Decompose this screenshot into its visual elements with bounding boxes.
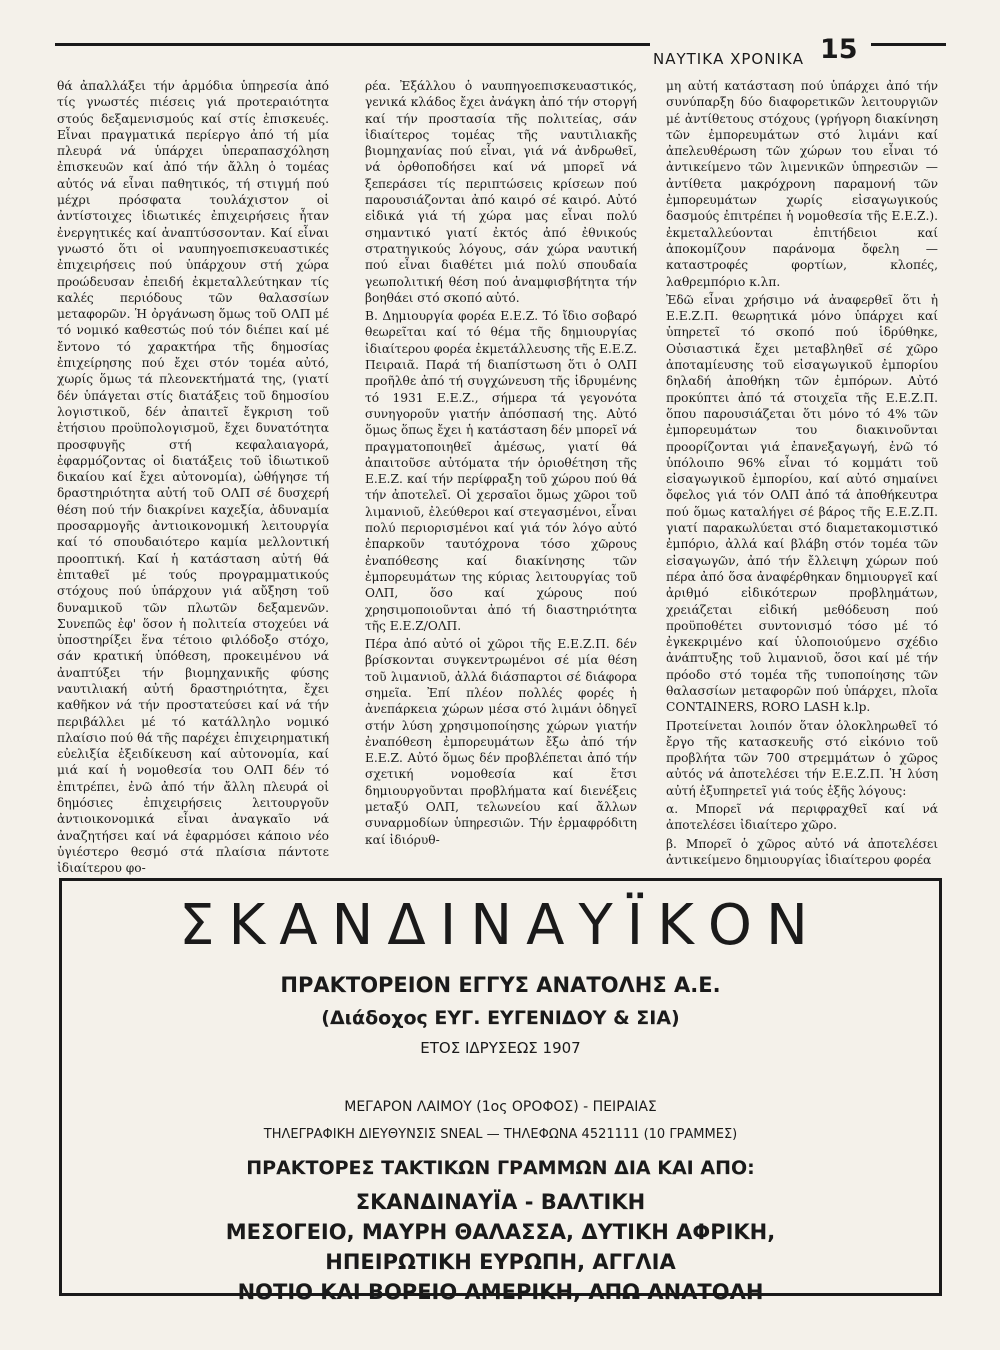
ad-telegraph-phone: ΤΗΛΕΓΡΑΦΙΚΗ ΔΙΕΥΘΥΝΣΙΣ SNEAL — ΤΗΛΕΦΩΝΑ 4521111 (10 ΓΡΑΜΜΕΣ) xyxy=(263,1127,738,1142)
ad-address: ΜΕΓΑΡΟΝ ΛΑΙΜΟΥ (1ος ΟΡΟΦΟΣ) - ΠΕΙΡΑΙΑΣ xyxy=(344,1099,657,1115)
paragraph: β. Μπορεῖ ὁ χῶρος αὐτό νά ἀποτελέσει ἀντικείμενο δημιουργίας ἰδιαίτερου φορέα xyxy=(666,836,938,867)
ad-agents-heading: ΠΡΑΚΤΟΡΕΣ ΤΑΚΤΙΚΩΝ ΓΡΑΜΜΩΝ ΔΙΑ ΚΑΙ ΑΠΟ: xyxy=(246,1157,755,1179)
paragraph: Ἐδῶ εἶναι χρήσιμο νά ἀναφερθεῖ ὅτι ἡ Ε.Ε.Ζ.Π. θεωρητικά μόνο ὑπάρχει καί ὑπηρετεῖ τό σκοπό πού ἱδρύθηκε, Οὐσιαστικά ἔχει μεταβληθεῖ σέ χῶρο ἀποταμίευσης τοῦ εἰσαγωγικοῦ ἐμπορίου δηλαδή ἀποθήκη τῶν ἐμπόρων. Αὐτό προκύπτει ἀπό τά στοιχεῖα τῆς Ε.Ε.Ζ.Π. ὅπου παρουσιάζεται ὅτι μόνο τό 4% τῶν ἐμπορευμάτων του διακινοῦνται προορίζονται γιά ἐπανεξαγωγή, ἐνῶ τό ὑπόλοιπο 96% εἶναι τό κομμάτι τοῦ εἰσαγωγικοῦ ἐμπορίου, καί αὐτό σημαίνει ὄφελος γιά τόν ΟΛΠ ἀπό τά ἀποθήκευτρα πού ὅμως καταλήγει σέ βάρος τῆς Ε.Ε.Ζ.Π. γιατί παρακωλύεται στό διαμετακομιστικό ἐμπόριο, ἀλλά καί βλάβη στόν τομέα τῶν εἰσαγωγῶν, ἀπό τήν ἔλλειψη χώρων πού πέρα ἀπό ὅσα ἀναφέρθηκαν δημιουργεῖ καί ἀριθμό εἰδικότερων προβλημάτων, χρειάζεται εἰδική μεθόδευση πού προϋποθέτει συντονισμό τόσο μέ τό ἐγκεκριμένο καί ὑλοποιούμενο σχέδιο ἀνάπτυξης τοῦ λιμανιοῦ, ὅσοι καί μέ τήν πρόοδο στό τομέα τῆς τυποποίησης τῶν θαλασσίων μεταφορῶν πού ὑπάρχει, πλοῖα CONTAINERS, RORO LASH k.lp. xyxy=(666,292,938,715)
publication-title: ΝΑΥΤΙΚΑ ΧΡΟΝΙΚΑ xyxy=(653,50,804,68)
ad-successor-line: (Διάδοχος ΕΥΓ. ΕΥΓΕΝΙΔΟΥ & ΣΙΑ) xyxy=(321,1007,680,1029)
ad-route-line: ΗΠΕΙΡΩΤΙΚΗ ΕΥΡΩΠΗ, ΑΓΓΛΙΑ xyxy=(325,1250,676,1274)
article-column-3 xyxy=(666,78,938,867)
ad-agency-name: ΠΡΑΚΤΟΡΕΙΟΝ ΕΓΓΥΣ ΑΝΑΤΟΛΗΣ Α.Ε. xyxy=(280,973,721,997)
article-column-1 xyxy=(57,78,329,876)
paragraph: α. Μπορεῖ νά περιφραχθεῖ καί νά ἀποτελέσει ἰδιαίτερο χῶρο. xyxy=(666,802,938,833)
ad-founded-year: ΕΤΟΣ ΙΔΡΥΣΕΩΣ 1907 xyxy=(420,1039,581,1057)
paragraph: Β. Δημιουργία φορέα Ε.Ε.Ζ. Τό ἴδιο σοβαρό θεωρεῖται καί τό θέμα τῆς δημιουργίας ἰδιαίτερου φορέα ἐκμετάλλευσης τῆς Ε.Ε.Ζ. Πειραιᾶ. Παρά τή διαπίστωση ὅτι ὁ ΟΛΠ προῆλθε ἀπό τή συγχώνευση τῆς ἱδρυμένης τό 1931 Ε.Ε.Ζ., σήμερα τά γεγονότα συνηγοροῦν γιατήν ἀπόσπασή της. Αὐτό ὅμως ὅπως ἔχει ἡ κατάσταση δέν μπορεῖ νά πραγματοποιηθεῖ ἀμέσως, γιατί θά ἀπαιτοῦσε αὐτόματα τήν ὁριοθέτηση τῆς Ε.Ε.Ζ. καί τήν περίφραξη τοῦ χώρου πού θά τήν ἀποτελεῖ. Οἱ χερσαῖοι ὅμως χῶροι τοῦ λιμανιοῦ, ἐλεύθεροι καί στεγασμένοι, εἶναι πολύ περιορισμένοι καί γιά τόν λόγο αὐτό ἐπαρκοῦν ταυτόχρονα τόσο χῶρους ἐναπόθεσης καί διακίνησης τῶν ἐμπορευμάτων της κύριας λειτουργίας τοῦ ΟΛΠ, ὅσο καί χώρους πού χρησιμοποιοῦνται ἀπό τή διαστηριότητα τῆς Ε.Ε.Ζ/ΟΛΠ. xyxy=(365,309,637,633)
ad-route-line: ΝΟΤΙΟ ΚΑΙ ΒΟΡΕΙΟ ΑΜΕΡΙΚΗ, ΑΠΩ ΑΝΑΤΟΛΗ xyxy=(237,1280,764,1304)
advertisement-box xyxy=(59,878,942,1304)
ad-route-line: ΜΕΣΟΓΕΙΟ, ΜΑΥΡΗ ΘΑΛΑΣΣΑ, ΔΥΤΙΚΗ ΑΦΡΙΚΗ, xyxy=(225,1220,776,1244)
paragraph: θά ἀπαλλάξει τήν ἁρμόδια ὑπηρεσία ἀπό τίς γνωστές πιέσεις γιά προτεραιότητα στούς δεξαμενισμούς καί στίς ἐπισκευές. Εἶναι πραγματικά περίεργο ἀπό τή μία πλευρά νά ὑπάρχει ὑπεραπασχόληση ἐπισκευῶν καί ἀπό τήν ἄλλη ὁ τομέας αὐτός νά εἶναι παθητικός, τή στιγμή πού μέχρι πρόσφατα τουλάχιστον οἱ ἀντίστοιχες ἰδιωτικές ἐπιχειρήσεις ἦταν ἐνεργητικές καί ἀναπτύσσονταν. Καί εἶναι γνωστό ὅτι οἱ ναυπηγοεπισκευαστικές ἐπιχειρήσεις πού ὑπάρχουν στή χώρα προώδευσαν ἐπειδή ἐκμεταλλεύτηκαν τίς καλές περιόδους τῶν θαλασσίων μεταφορῶν. Ἡ ὀργάνωση ὅμως τοῦ ΟΛΠ μέ τό νομικό καθεστώς πού τόν διέπει καί μέ ἔντονο τό χαρακτήρα τῆς δημοσίας ἐπιχείρησης πού ἔχει στόν τομέα αὐτό, χωρίς ὅμως τά πλεονεκτήματά της, (γιατί δέν ὑπάγεται στίς διατάξεις τοῦ δημοσίου λογιστικοῦ, δέν ἀπαιτεῖ ἔγκριση τοῦ ἐτήσιου προϋπολογισμοῦ, ἔχει δυνατότητα προσφυγῆς στή κεφαλαιαγορά, ἐφαρμόζοντας οἱ διατάξεις τοῦ ἰδιωτικοῦ δικαίου καί ἔχει αὐτονομία), ὠθήγησε τή δραστηριότητα αὐτή τοῦ ΟΛΠ σέ δυσχερή θέση πού τήν διακρίνει καχεξία, ἀδυναμία προσαρμογῆς ἀντιοικονομική λειτουργία καί τό σπουδαιότερο καμία μελλοντική προοπτική. Καί ἡ κατάσταση αὐτή θά ἐπιταθεῖ μέ τούς προγραμματικούς στόχους πού ὑπάρχουν γιά αὔξηση τοῦ δυναμικοῦ τῶν πλωτῶν δεξαμενῶν. Συνεπῶς ἐφ' ὅσον ἡ πολιτεία στοχεύει νά ὑποστηρίξει ἕνα τέτοιο φιλόδοξο στόχο, σάν κρατική ὑπόθεση, προκειμένου νά ἀναπτύξει τήν βιομηχανικῆς φύσης ναυτιλιακή αὐτή δραστηριότητα, ἔχει καθῆκον νά τήν προστατεύσει καί νά τήν περιβάλλει μέ τό κατάλληλο νομικό πλαίσιο πού θά τῆς παρέχει ἐπιχειρηματική εὐελιξία ἐξειδίκευση καί αὐτονομία, καί μιά καί ἡ νομοθεσία του ΟΛΠ δέν τό ἐπιτρέπει, ἐνῶ ἀπό τήν ἄλλη πλευρά οἱ δημόσιες ἐπιχειρήσεις λειτουργοῦν ἀντιοικονομικά εἶναι ἀναγκαῖο νά ἀναζητήσει καί νά ἐφαρμόσει κάποιο νέο ὑγιέστερο θεσμό στά πλαίσια πάντοτε ἰδιαίτερου φο- xyxy=(57,79,329,876)
ad-routes-list xyxy=(62,1187,939,1307)
paragraph: Προτείνεται λοιπόν ὅταν ὁλοκληρωθεῖ τό ἔργο τῆς κατασκευῆς στό εἰκόνιο τοῦ προβλήτα τῶν 700 στρεμμάτων ὁ χῶρος αὐτός νά ἀποτελέσει τήν Ε.Ε.Ζ.Π. Ἡ λύση αὐτή ἐξυπηρετεῖ γιά τούς ἑξῆς λόγους: xyxy=(666,718,938,798)
page-number: 15 xyxy=(820,34,858,65)
paragraph: ρέα. Ἐξάλλου ὁ ναυπηγοεπισκευαστικός, γενικά κλάδος ἔχει ἀνάγκη ἀπό τήν στοργή καί τήν προστασία τῆς πολιτείας, σάν ἰδιαίτερος τομέας τῆς ναυτιλιακῆς βιομηχανίας πού εἶναι, γιά νά ἀνδρωθεῖ, νά ὀρθοποδήσει καί νά μπορεῖ νά ξεπεράσει τίς περιπτώσεις κρίσεων πού παρουσιάζονται ἀπό καιρό σέ καιρό. Αὐτό εἰδικά γιά τή χώρα μας εἶναι πολύ σημαντικό γιατί ἐκτός ἀπό ἐθνικούς στρατηγικούς λόγους, σάν χώρα ναυτική πού εἶναι διαθέτει μιά πολύ σπουδαία γεωπολιτική θέση πού ἀναμφισβήτητα τήν βοηθάει στό σκοπό αὐτό. xyxy=(365,79,637,305)
header-rule-left xyxy=(55,43,650,46)
paragraph: μη αὐτή κατάσταση πού ὑπάρχει ἀπό τήν συνύπαρξη δύο διαφορετικῶν λειτουργιῶν μέ ἀντίθετους στόχους (γρήγορη διακίνηση τῶν ἐμπορευμάτων στό λιμάνι καί ἀπελευθέρωση τῶν χώρων του εἶναι τό ἀντικείμενο τῶν λιμενικῶν ὑπηρεσιῶν — ἀντίθετα μακρόχρονη παραμονή τῶν ἐμπορευμάτων χωρίς εἰσαγωγικούς δασμούς ἐπιτρέπει ἡ νομοθεσία τῆς Ε.Ε.Ζ.). ἐκμεταλλεύονται ἐπιτήδειοι καί ἀποκομίζουν παράνομα ὄφελη — καταστροφές φορτίων, κλοπές, λαθρεμπόριο κ.λπ. xyxy=(666,79,938,289)
article-column-2 xyxy=(365,78,637,864)
header-rule-right xyxy=(871,43,946,46)
paragraph: Πέρα ἀπό αὐτό οἱ χῶροι τῆς Ε.Ε.Ζ.Π. δέν βρίσκονται συγκεντρωμένοι σέ μία θέση τοῦ λιμανιοῦ, ἀλλά διάσπαρτοι σέ διάφορα σημεῖα. Ἐπί πλέον πολλές φορές ἡ ἀνεπάρκεια χώρων μέσα στό λιμάνι ὁδηγεῖ στήν λύση χρησιμοποίησης χώρων γιατήν ἐναπόθεση ἐμπορευμάτων ἔξω ἀπό τήν Ε.Ε.Ζ. Αὐτό ὅμως δέν προβλέπεται ἀπό τήν σχετική νομοθεσία καί ἔτσι δημιουργοῦνται προβλήματα καί διενέξεις μεταξύ ΟΛΠ, τελωνείου καί ἄλλων συναρμοδίων ὑπηρεσιῶν. Τήν ἑρμαφρόδιτη καί ἰδιόρυθ- xyxy=(365,637,637,847)
ad-brand-name: ΣΚΑΝΔΙΝΑΥΪΚΟΝ xyxy=(179,893,822,958)
ad-route-line: ΣΚΑΝΔΙΝΑΥΪΑ - ΒΑΛΤΙΚΗ xyxy=(355,1190,646,1214)
